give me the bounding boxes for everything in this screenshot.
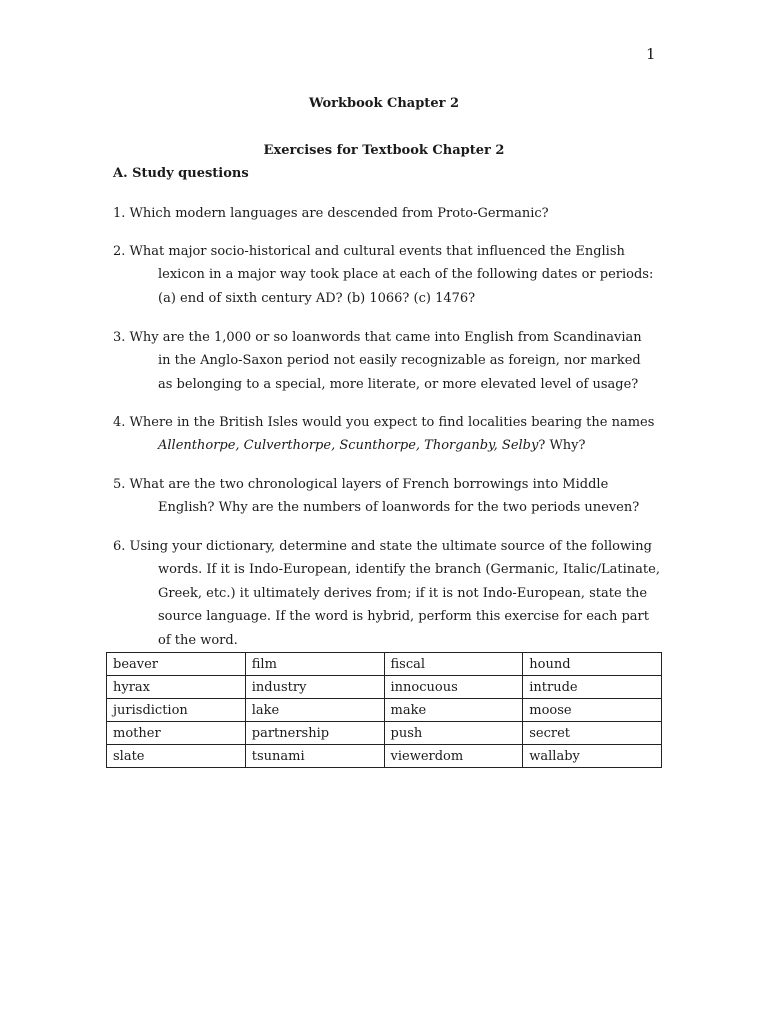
table-cell: slate <box>107 745 246 768</box>
question-1: 1. Which modern languages are descended from Proto-Germanic? <box>113 206 549 221</box>
table-cell: wallaby <box>523 745 662 768</box>
exercises-title: Exercises for Textbook Chapter 2 <box>263 143 505 158</box>
table-cell: mother <box>107 722 246 745</box>
table-cell: make <box>384 699 523 722</box>
table-cell: innocuous <box>384 676 523 699</box>
table-cell: beaver <box>107 653 246 676</box>
table-cell: fiscal <box>384 653 523 676</box>
question-4 <box>113 411 658 458</box>
section-heading: A. Study questions <box>113 166 249 181</box>
question-6: 6. Using your dictionary, determine and state the ultimate source of the following words. If it is Indo-European, identify the branch (Germanic, Italic/Latinate, Greek, etc.) it ultimately derives from; if it is not Indo-European, state the source language. If the word is hybrid, perform this exercise for each part of the word. <box>113 539 660 648</box>
question-4-suffix: ? Why? <box>538 438 586 454</box>
table-cell: hound <box>523 653 662 676</box>
question-4-prefix: 4. Where in the British Isles would you expect to find localities bearing the names <box>113 415 655 430</box>
table-cell: lake <box>245 699 384 722</box>
table-cell: push <box>384 722 523 745</box>
table-cell: hyrax <box>107 676 246 699</box>
table-cell: viewerdom <box>384 745 523 768</box>
table-row <box>107 676 662 699</box>
table-row <box>107 653 662 676</box>
table-cell: moose <box>523 699 662 722</box>
table-cell: secret <box>523 722 662 745</box>
page-number: 1 <box>646 45 656 63</box>
table-cell: jurisdiction <box>107 699 246 722</box>
question-3: 3. Why are the 1,000 or so loanwords that came into English from Scandinavian in the Anglo-Saxon period not easily recognizable as foreign, nor marked as belonging to a special, more literate, or more elevated level of usage? <box>113 330 642 392</box>
word-table <box>106 652 662 768</box>
table-row <box>107 745 662 768</box>
table-cell: film <box>245 653 384 676</box>
question-5: 5. What are the two chronological layers of French borrowings into Middle English? Why are the numbers of loanwords for the two periods uneven? <box>113 477 640 516</box>
table-row <box>107 699 662 722</box>
table-row <box>107 722 662 745</box>
table-cell: industry <box>245 676 384 699</box>
table-cell: partnership <box>245 722 384 745</box>
question-2: 2. What major socio-historical and cultural events that influenced the English lexicon in a major way took place at each of the following dates or periods: (a) end of sixth century AD? (b) 1066? (c) 1476? <box>113 244 654 306</box>
question-4-place-names: Allenthorpe, Culverthorpe, Scunthorpe, Thorganby, Selby <box>158 438 539 454</box>
table-cell: intrude <box>523 676 662 699</box>
chapter-title: Workbook Chapter 2 <box>308 96 460 111</box>
table-cell: tsunami <box>245 745 384 768</box>
